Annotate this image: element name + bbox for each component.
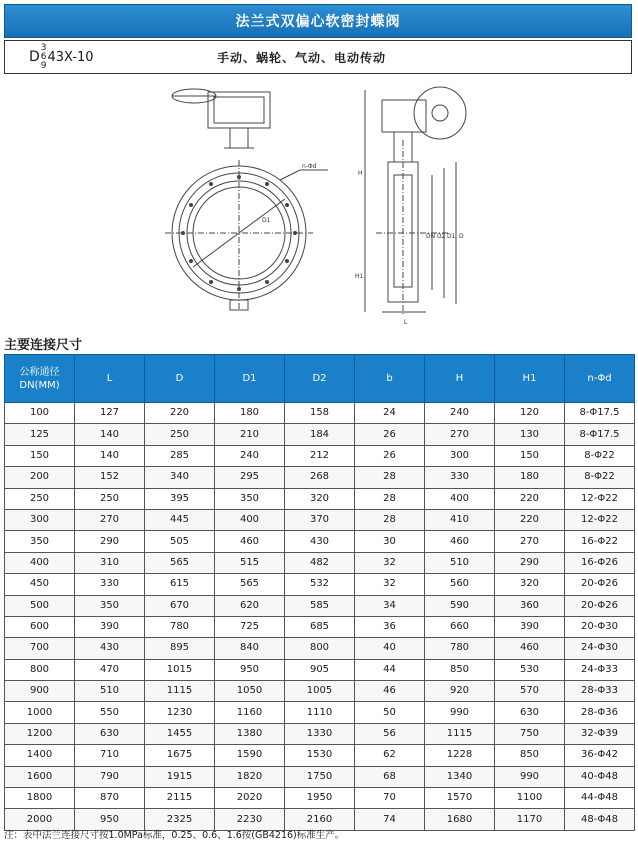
table-cell: 1570 bbox=[425, 788, 495, 809]
table-cell: 26 bbox=[355, 424, 425, 445]
table-cell: 290 bbox=[495, 552, 565, 573]
model-code bbox=[29, 44, 94, 71]
table-cell: 565 bbox=[145, 552, 215, 573]
front-view bbox=[165, 89, 328, 310]
side-dn-label: DN bbox=[426, 233, 436, 240]
table-cell: 510 bbox=[425, 552, 495, 573]
table-cell: 1675 bbox=[145, 745, 215, 766]
table-cell: 270 bbox=[425, 424, 495, 445]
table-cell: 350 bbox=[75, 595, 145, 616]
table-cell: 410 bbox=[425, 509, 495, 530]
table-cell: 1820 bbox=[215, 766, 285, 787]
section-title: 主要连接尺寸 bbox=[4, 338, 83, 353]
table-cell: 16-Φ22 bbox=[565, 531, 635, 552]
table-cell: 1340 bbox=[425, 766, 495, 787]
table-cell: 8-Φ17.5 bbox=[565, 403, 635, 424]
model-bar bbox=[4, 40, 632, 74]
table-cell: 140 bbox=[75, 445, 145, 466]
table-cell: 32-Φ39 bbox=[565, 723, 635, 744]
header-h: H bbox=[425, 355, 495, 403]
table-cell: 400 bbox=[215, 509, 285, 530]
header-b: b bbox=[355, 355, 425, 403]
table-cell: 20-Φ30 bbox=[565, 616, 635, 637]
table-cell: 28 bbox=[355, 467, 425, 488]
table-cell: 870 bbox=[75, 788, 145, 809]
table-cell: 46 bbox=[355, 681, 425, 702]
table-cell: 1530 bbox=[285, 745, 355, 766]
table-cell: 268 bbox=[285, 467, 355, 488]
table-cell: 350 bbox=[215, 488, 285, 509]
table-cell: 550 bbox=[75, 702, 145, 723]
table-cell: 285 bbox=[145, 445, 215, 466]
table-cell: 310 bbox=[75, 552, 145, 573]
table-cell: 36 bbox=[355, 616, 425, 637]
front-d1-label: D1 bbox=[262, 217, 271, 224]
table-cell: 220 bbox=[145, 403, 215, 424]
table-cell: 430 bbox=[75, 638, 145, 659]
table-cell: 32 bbox=[355, 574, 425, 595]
table-cell: 295 bbox=[215, 467, 285, 488]
table-cell: 900 bbox=[5, 681, 75, 702]
table-cell: 1950 bbox=[285, 788, 355, 809]
table-cell: 28-Φ36 bbox=[565, 702, 635, 723]
table-cell: 350 bbox=[5, 531, 75, 552]
table-cell: 950 bbox=[75, 809, 145, 830]
table-cell: 510 bbox=[75, 681, 145, 702]
table-cell: 370 bbox=[285, 509, 355, 530]
table-cell: 40-Φ48 bbox=[565, 766, 635, 787]
table-row bbox=[5, 638, 635, 659]
table-cell: 28-Φ33 bbox=[565, 681, 635, 702]
table-cell: 1800 bbox=[5, 788, 75, 809]
side-d-label: D bbox=[459, 233, 464, 240]
table-cell: 150 bbox=[495, 445, 565, 466]
table-cell: 8-Φ22 bbox=[565, 467, 635, 488]
table-cell: 1160 bbox=[215, 702, 285, 723]
table-row bbox=[5, 445, 635, 466]
table-cell: 330 bbox=[425, 467, 495, 488]
side-d2-label: D2 bbox=[437, 233, 446, 240]
table-cell: 158 bbox=[285, 403, 355, 424]
table-cell: 212 bbox=[285, 445, 355, 466]
table-cell: 220 bbox=[495, 509, 565, 530]
table-cell: 1170 bbox=[495, 809, 565, 830]
side-h-label: H bbox=[358, 170, 363, 177]
table-cell: 2115 bbox=[145, 788, 215, 809]
table-cell: 2230 bbox=[215, 809, 285, 830]
table-cell: 44 bbox=[355, 659, 425, 680]
table-cell: 30 bbox=[355, 531, 425, 552]
table-cell: 8-Φ17.5 bbox=[565, 424, 635, 445]
table-cell: 725 bbox=[215, 616, 285, 637]
table-cell: 780 bbox=[145, 616, 215, 637]
table-cell: 1050 bbox=[215, 681, 285, 702]
table-cell: 950 bbox=[215, 659, 285, 680]
model-option: 3 bbox=[40, 42, 47, 53]
table-cell: 2020 bbox=[215, 788, 285, 809]
page-title: 法兰式双偏心软密封蝶阀 bbox=[4, 4, 632, 38]
table-cell: 250 bbox=[5, 488, 75, 509]
header-nd: n-Φd bbox=[565, 355, 635, 403]
table-cell: 470 bbox=[75, 659, 145, 680]
table-cell: 1230 bbox=[145, 702, 215, 723]
table-row bbox=[5, 552, 635, 573]
model-option: 9 bbox=[40, 60, 47, 71]
table-row bbox=[5, 788, 635, 809]
table-cell: 790 bbox=[75, 766, 145, 787]
table-cell: 40 bbox=[355, 638, 425, 659]
table-cell: 390 bbox=[495, 616, 565, 637]
table-row bbox=[5, 595, 635, 616]
table-cell: 28 bbox=[355, 509, 425, 530]
table-cell: 2000 bbox=[5, 809, 75, 830]
table-cell: 460 bbox=[215, 531, 285, 552]
table-cell: 24-Φ30 bbox=[565, 638, 635, 659]
table-cell: 1015 bbox=[145, 659, 215, 680]
table-cell: 330 bbox=[75, 574, 145, 595]
table-cell: 320 bbox=[285, 488, 355, 509]
table-cell: 840 bbox=[215, 638, 285, 659]
table-cell: 48-Φ48 bbox=[565, 809, 635, 830]
header-dn-line1: 公称通径 bbox=[19, 366, 60, 378]
model-prefix: D bbox=[29, 49, 40, 65]
table-cell: 395 bbox=[145, 488, 215, 509]
table-cell: 1330 bbox=[285, 723, 355, 744]
table-cell: 68 bbox=[355, 766, 425, 787]
table-cell: 240 bbox=[215, 445, 285, 466]
table-row bbox=[5, 745, 635, 766]
table-cell: 585 bbox=[285, 595, 355, 616]
header-d2: D2 bbox=[285, 355, 355, 403]
table-header-row bbox=[5, 355, 635, 403]
table-cell: 44-Φ48 bbox=[565, 788, 635, 809]
table-cell: 1115 bbox=[145, 681, 215, 702]
table-cell: 20-Φ26 bbox=[565, 574, 635, 595]
table-cell: 710 bbox=[75, 745, 145, 766]
table-cell: 12-Φ22 bbox=[565, 509, 635, 530]
table-cell: 270 bbox=[75, 509, 145, 530]
table-cell: 320 bbox=[495, 574, 565, 595]
table-cell: 515 bbox=[215, 552, 285, 573]
table-row bbox=[5, 766, 635, 787]
table-cell: 1100 bbox=[495, 788, 565, 809]
table-row bbox=[5, 531, 635, 552]
header-h1: H1 bbox=[495, 355, 565, 403]
table-cell: 62 bbox=[355, 745, 425, 766]
table-cell: 140 bbox=[75, 424, 145, 445]
table-cell: 300 bbox=[5, 509, 75, 530]
table-cell: 1115 bbox=[425, 723, 495, 744]
table-cell: 1680 bbox=[425, 809, 495, 830]
table-row bbox=[5, 659, 635, 680]
table-cell: 565 bbox=[215, 574, 285, 595]
table-cell: 36-Φ42 bbox=[565, 745, 635, 766]
table-row bbox=[5, 467, 635, 488]
table-cell: 850 bbox=[425, 659, 495, 680]
side-h1-label: H1 bbox=[355, 273, 364, 280]
table-cell: 400 bbox=[425, 488, 495, 509]
table-cell: 127 bbox=[75, 403, 145, 424]
table-cell: 28 bbox=[355, 488, 425, 509]
model-options bbox=[41, 44, 47, 71]
table-cell: 430 bbox=[285, 531, 355, 552]
table-cell: 630 bbox=[75, 723, 145, 744]
table-cell: 660 bbox=[425, 616, 495, 637]
side-l-label: L bbox=[404, 319, 408, 326]
table-cell: 8-Φ22 bbox=[565, 445, 635, 466]
table-cell: 120 bbox=[495, 403, 565, 424]
table-cell: 1590 bbox=[215, 745, 285, 766]
table-cell: 445 bbox=[145, 509, 215, 530]
table-cell: 180 bbox=[215, 403, 285, 424]
table-cell: 56 bbox=[355, 723, 425, 744]
table-cell: 460 bbox=[425, 531, 495, 552]
table-cell: 180 bbox=[495, 467, 565, 488]
table-cell: 2325 bbox=[145, 809, 215, 830]
table-cell: 990 bbox=[495, 766, 565, 787]
table-cell: 250 bbox=[145, 424, 215, 445]
table-row bbox=[5, 723, 635, 744]
table-cell: 70 bbox=[355, 788, 425, 809]
model-suffix: 43X-10 bbox=[47, 49, 94, 65]
table-cell: 100 bbox=[5, 403, 75, 424]
side-d1-label: D1 bbox=[447, 233, 456, 240]
table-cell: 600 bbox=[5, 616, 75, 637]
table-cell: 685 bbox=[285, 616, 355, 637]
table-cell: 905 bbox=[285, 659, 355, 680]
table-row bbox=[5, 488, 635, 509]
table-body bbox=[5, 403, 635, 831]
side-view bbox=[365, 87, 466, 315]
table-cell: 1380 bbox=[215, 723, 285, 744]
table-cell: 1600 bbox=[5, 766, 75, 787]
table-cell: 26 bbox=[355, 445, 425, 466]
table-cell: 620 bbox=[215, 595, 285, 616]
table-row bbox=[5, 574, 635, 595]
table-cell: 34 bbox=[355, 595, 425, 616]
table-cell: 1005 bbox=[285, 681, 355, 702]
table-cell: 780 bbox=[425, 638, 495, 659]
table-cell: 700 bbox=[5, 638, 75, 659]
footnote: 注：表中法兰连接尺寸按1.0MPa标准，0.25、0.6、1.6按(GB4216)标准生产。 bbox=[4, 830, 345, 841]
table-cell: 340 bbox=[145, 467, 215, 488]
table-cell: 630 bbox=[495, 702, 565, 723]
table-cell: 895 bbox=[145, 638, 215, 659]
table-row bbox=[5, 616, 635, 637]
table-cell: 1455 bbox=[145, 723, 215, 744]
table-cell: 400 bbox=[5, 552, 75, 573]
table-cell: 850 bbox=[495, 745, 565, 766]
model-option: 6 bbox=[40, 51, 47, 62]
header-dn bbox=[5, 355, 75, 403]
table-cell: 24-Φ33 bbox=[565, 659, 635, 680]
header-dn-line2: DN(MM) bbox=[19, 379, 60, 391]
table-cell: 560 bbox=[425, 574, 495, 595]
table-cell: 570 bbox=[495, 681, 565, 702]
table-cell: 200 bbox=[5, 467, 75, 488]
header-d: D bbox=[145, 355, 215, 403]
table-cell: 670 bbox=[145, 595, 215, 616]
table-cell: 460 bbox=[495, 638, 565, 659]
table-cell: 130 bbox=[495, 424, 565, 445]
table-cell: 74 bbox=[355, 809, 425, 830]
table-cell: 1400 bbox=[5, 745, 75, 766]
table-cell: 150 bbox=[5, 445, 75, 466]
table-cell: 220 bbox=[495, 488, 565, 509]
table-cell: 20-Φ26 bbox=[565, 595, 635, 616]
table-cell: 530 bbox=[495, 659, 565, 680]
table-cell: 390 bbox=[75, 616, 145, 637]
table-cell: 1000 bbox=[5, 702, 75, 723]
table-cell: 920 bbox=[425, 681, 495, 702]
table-cell: 24 bbox=[355, 403, 425, 424]
table-cell: 50 bbox=[355, 702, 425, 723]
table-cell: 290 bbox=[75, 531, 145, 552]
table-cell: 1200 bbox=[5, 723, 75, 744]
table-cell: 152 bbox=[75, 467, 145, 488]
table-row bbox=[5, 702, 635, 723]
header-d1: D1 bbox=[215, 355, 285, 403]
table-cell: 270 bbox=[495, 531, 565, 552]
table-row bbox=[5, 681, 635, 702]
table-cell: 250 bbox=[75, 488, 145, 509]
operation-types: 手动、蜗轮、气动、电动传动 bbox=[217, 50, 387, 65]
dimension-table bbox=[4, 354, 635, 831]
table-cell: 16-Φ26 bbox=[565, 552, 635, 573]
table-cell: 32 bbox=[355, 552, 425, 573]
header-l: L bbox=[75, 355, 145, 403]
table-cell: 800 bbox=[5, 659, 75, 680]
table-row bbox=[5, 509, 635, 530]
table-cell: 990 bbox=[425, 702, 495, 723]
table-row bbox=[5, 424, 635, 445]
table-cell: 184 bbox=[285, 424, 355, 445]
table-cell: 450 bbox=[5, 574, 75, 595]
table-cell: 1228 bbox=[425, 745, 495, 766]
table-cell: 482 bbox=[285, 552, 355, 573]
table-cell: 500 bbox=[5, 595, 75, 616]
table-cell: 1750 bbox=[285, 766, 355, 787]
table-cell: 532 bbox=[285, 574, 355, 595]
table-cell: 590 bbox=[425, 595, 495, 616]
table-cell: 1915 bbox=[145, 766, 215, 787]
table-cell: 615 bbox=[145, 574, 215, 595]
table-cell: 505 bbox=[145, 531, 215, 552]
table-cell: 300 bbox=[425, 445, 495, 466]
table-cell: 800 bbox=[285, 638, 355, 659]
table-cell: 240 bbox=[425, 403, 495, 424]
table-cell: 210 bbox=[215, 424, 285, 445]
table-cell: 750 bbox=[495, 723, 565, 744]
table-cell: 360 bbox=[495, 595, 565, 616]
table-cell: 125 bbox=[5, 424, 75, 445]
table-cell: 1110 bbox=[285, 702, 355, 723]
front-nd-label: n-Φd bbox=[302, 163, 317, 170]
valve-drawing bbox=[150, 80, 480, 328]
table-row bbox=[5, 403, 635, 424]
table-cell: 12-Φ22 bbox=[565, 488, 635, 509]
table-cell: 2160 bbox=[285, 809, 355, 830]
